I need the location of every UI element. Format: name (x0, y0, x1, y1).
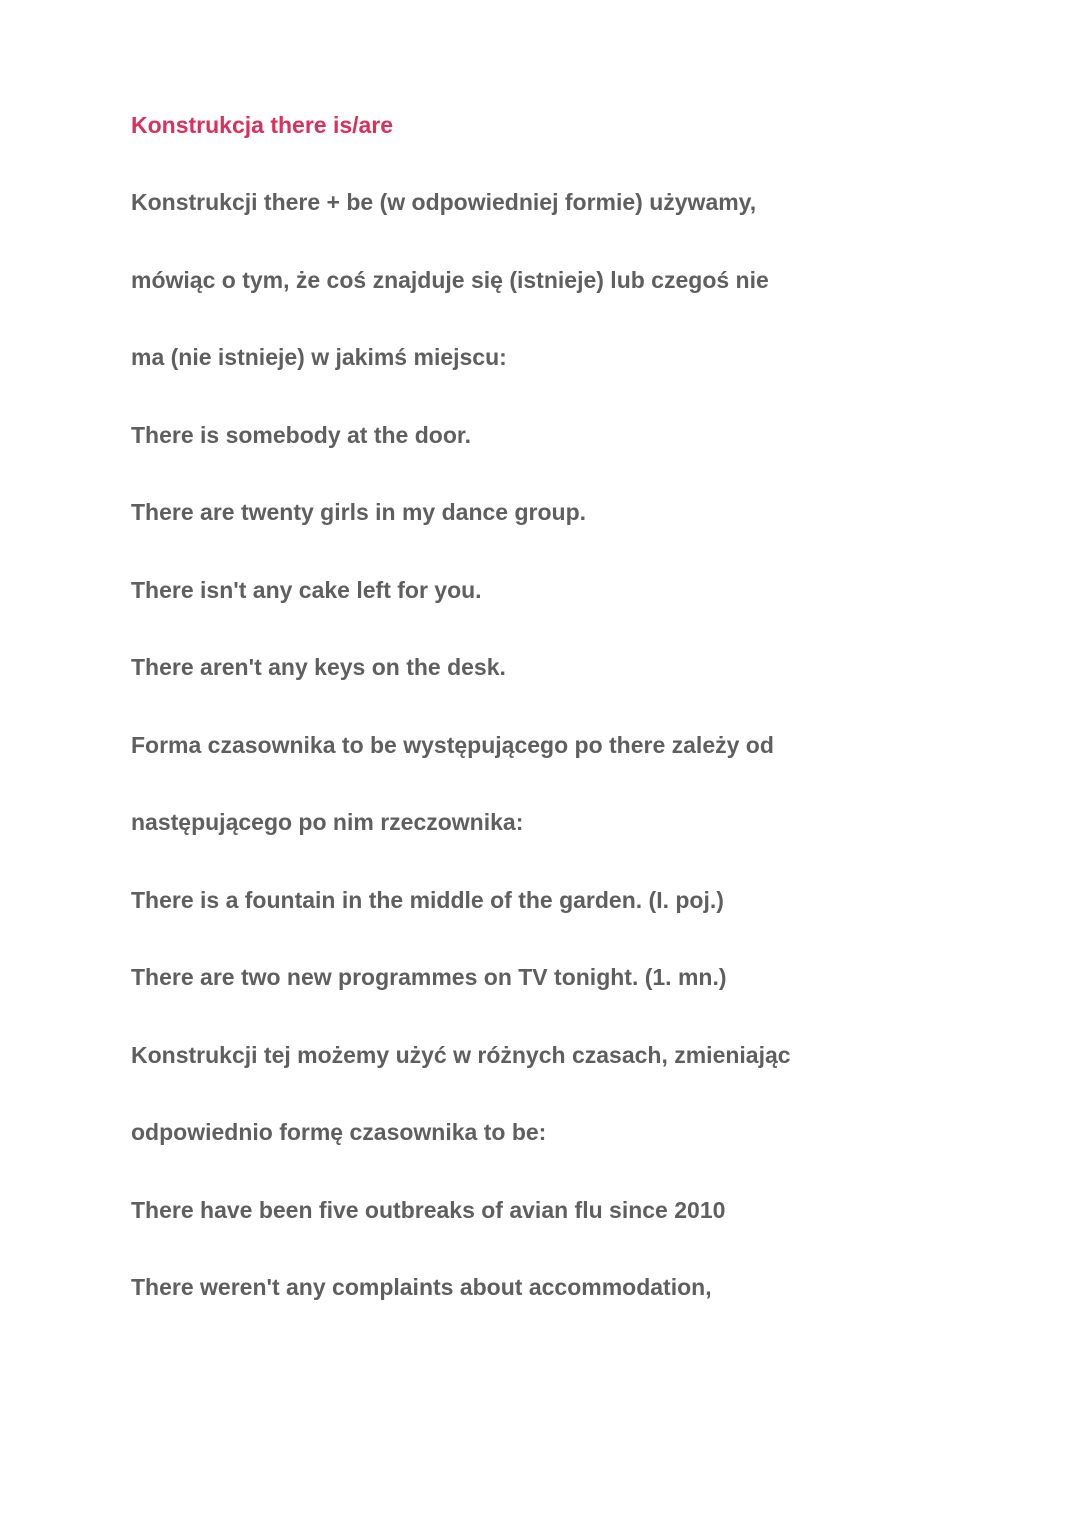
document-body (131, 105, 1011, 1345)
text-line: Konstrukcji there + be (w odpowiedniej formie) używamy, (131, 189, 757, 215)
example-sentence: There are two new programmes on TV tonight. (1. mn.) (131, 964, 727, 990)
text-line: ma (nie istnieje) w jakimś miejscu: (131, 344, 507, 370)
text-line: Forma czasownika to be występującego po there zależy od (131, 731, 774, 758)
text-line: mówiąc o tym, że coś znajduje się (istnieje) lub czegoś nie (131, 266, 769, 293)
text-line: Konstrukcji tej możemy użyć w różnych czasach, zmieniając (131, 1041, 791, 1068)
text-line: odpowiednio formę czasownika to be: (131, 1119, 547, 1145)
example-sentence: There aren't any keys on the desk. (131, 654, 506, 680)
text-line: następującego po nim rzeczownika: (131, 809, 524, 835)
example-sentence: There have been five outbreaks of avian flu since 2010 (131, 1196, 726, 1223)
example-sentence: There is a fountain in the middle of the garden. (I. poj.) (131, 886, 724, 913)
example-sentence: There are twenty girls in my dance group. (131, 499, 587, 525)
example-sentence: There weren't any complaints about accommodation, (131, 1274, 712, 1300)
example-sentence: There is somebody at the door. (131, 421, 471, 448)
example-sentence: There isn't any cake left for you. (131, 576, 482, 603)
document-title: Konstrukcja there is/are (131, 112, 394, 138)
